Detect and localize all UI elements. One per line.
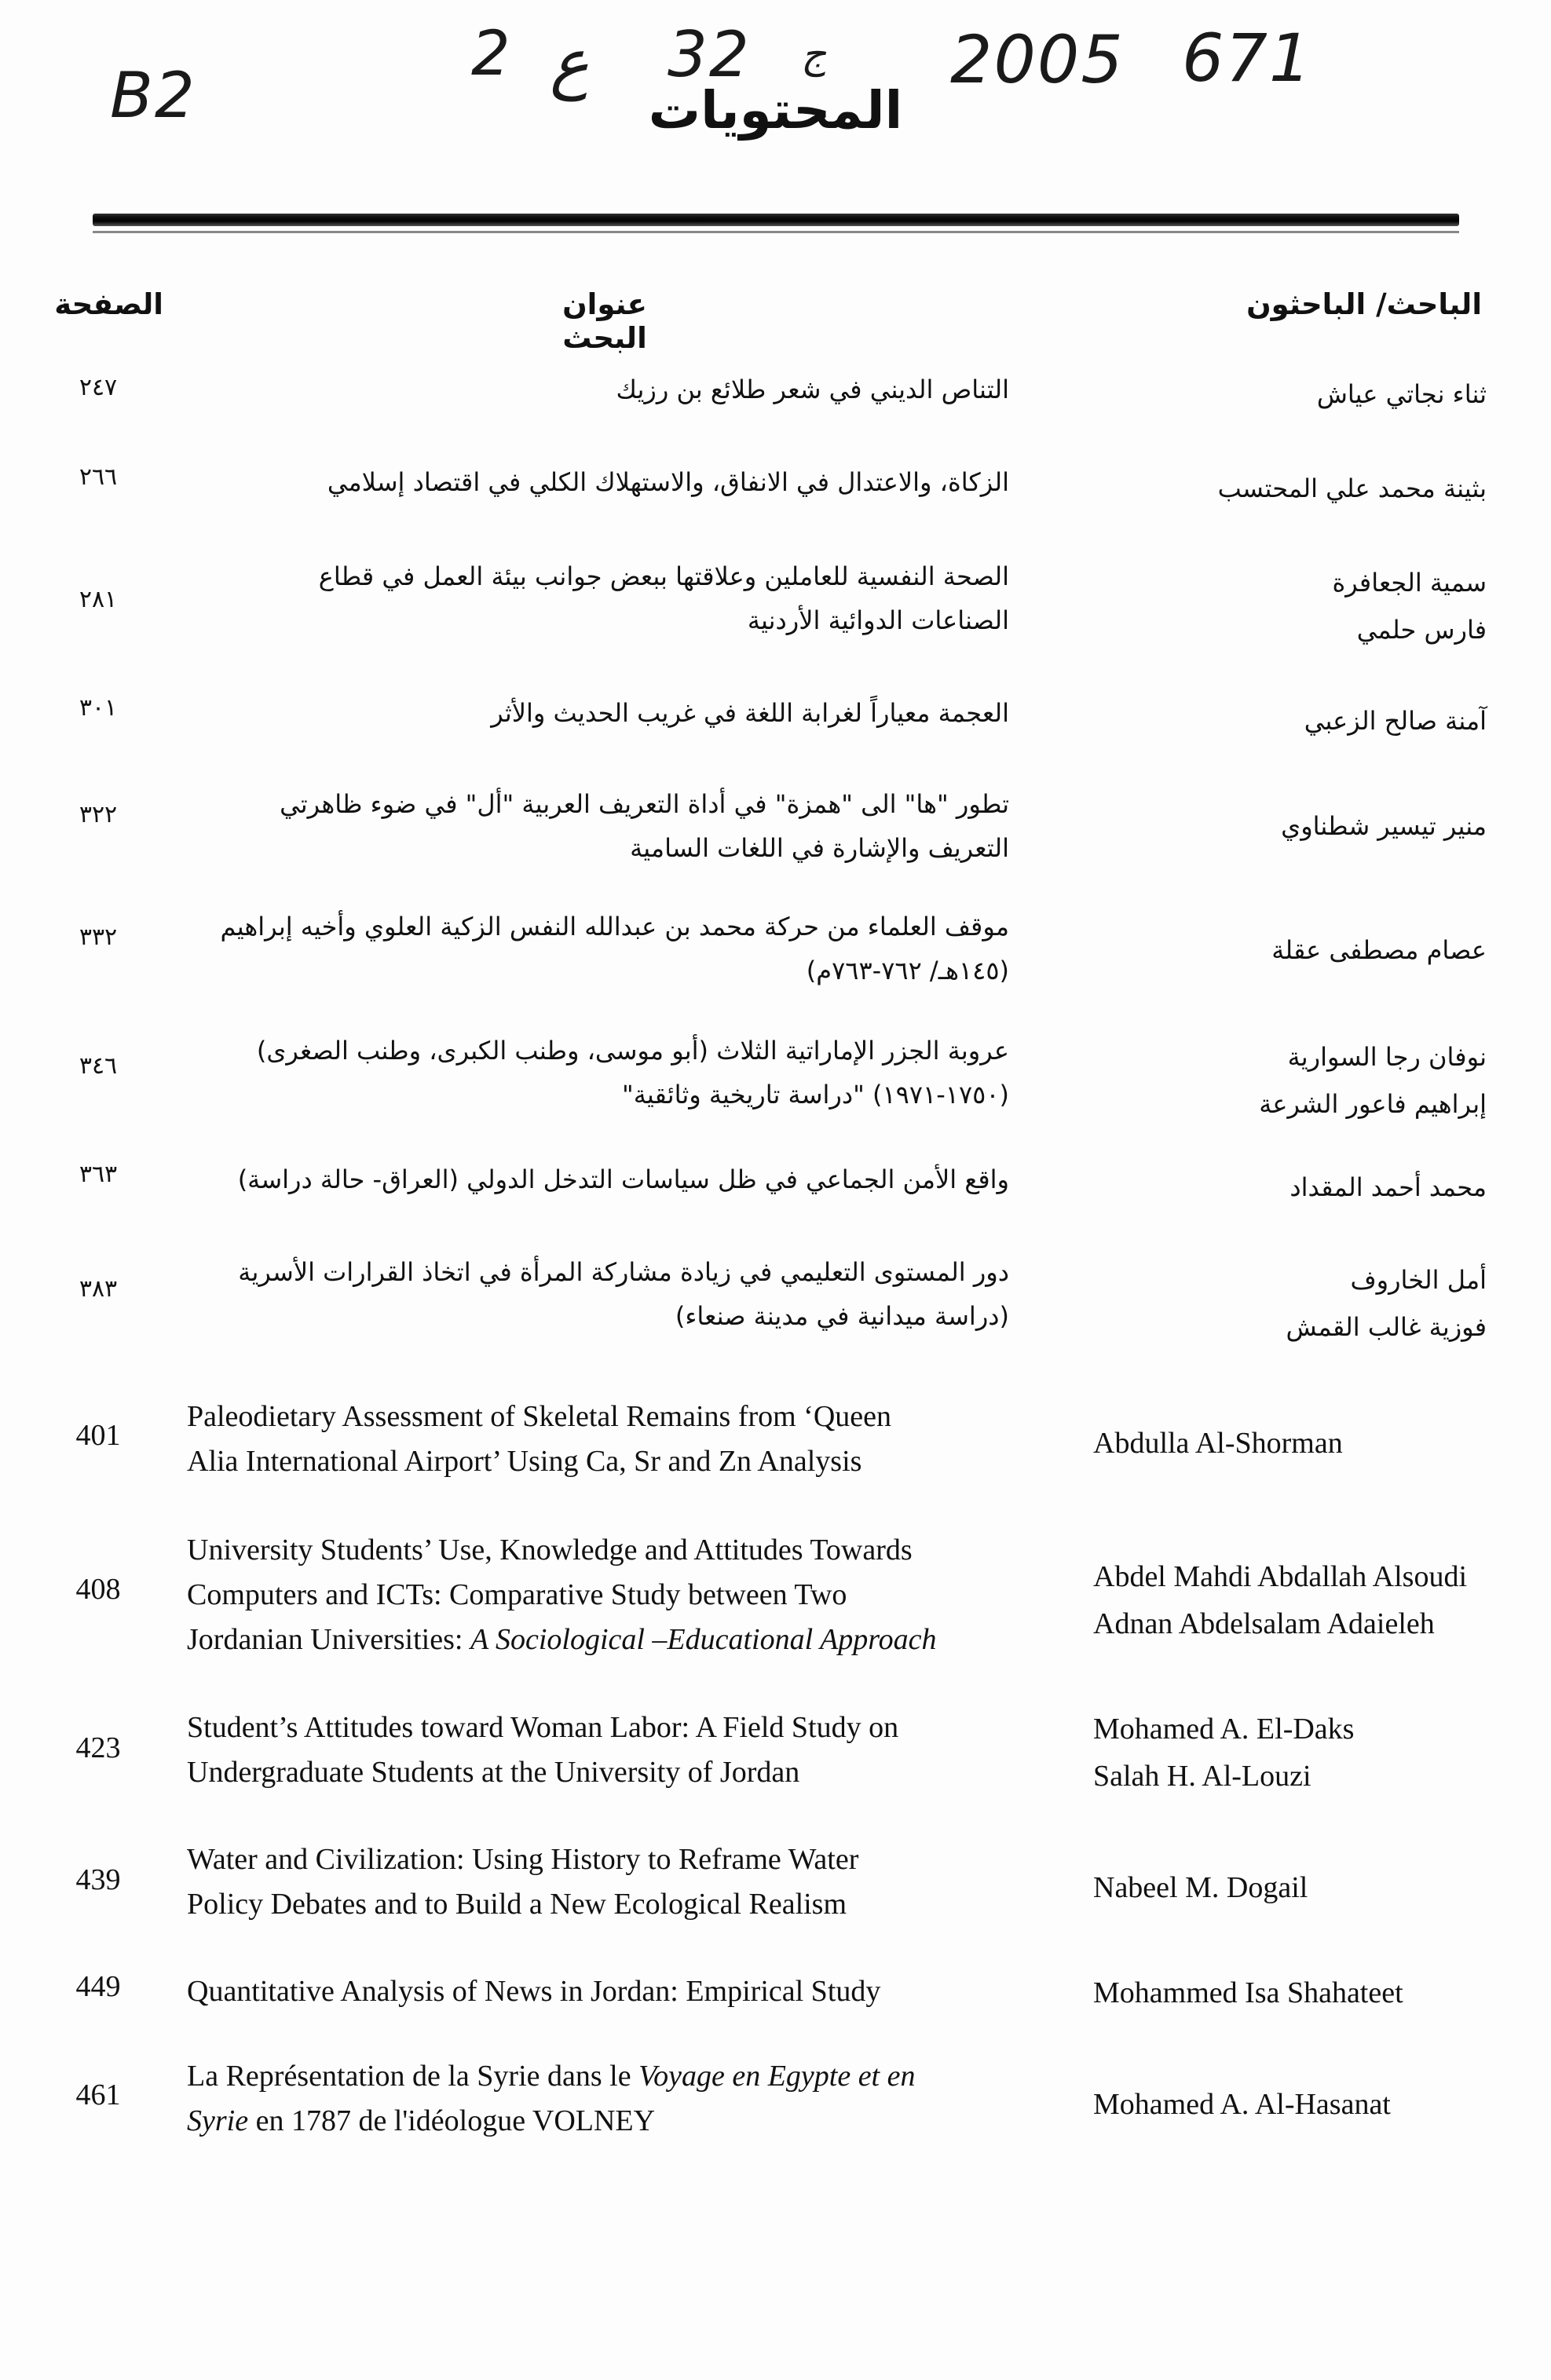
entry-page: 461 [75, 2078, 121, 2111]
entry-page: ٣٨٣ [79, 1275, 118, 1303]
entry-authors: نوفان رجا السوارية إبراهيم فاعور الشرعة [1259, 1042, 1487, 1119]
entry-title: Paleodietary Assessment of Skeletal Remains from ‘Queen Alia International Airport’ Using Ca, Sr and Zn Analysis [187, 1400, 892, 1478]
entry-title: Quantitative Analysis of News in Jordan: Empirical Study [187, 1975, 881, 2008]
entry-authors: Mohamed A. El-Daks Salah H. Al-Louzi [1093, 1713, 1355, 1793]
column-header-page: الصفحة [54, 287, 163, 321]
entry-title: Student’s Attitudes toward Woman Labor: A Field Study on Undergraduate Students at the University of Jordan [187, 1711, 899, 1789]
entry-authors: آمنة صالح الزعبي [1304, 706, 1487, 736]
entry-page: ٣٠١ [79, 694, 118, 722]
entry-title: تطور "ها" الى "همزة" في أداة التعريف العربية "أل" في ضوء ظاهرتي التعريف والإشارة في اللغات السامية [280, 789, 1009, 863]
column-header-title: عنوان البحث [562, 287, 647, 355]
entry-page: 423 [75, 1731, 121, 1764]
entry-page: 401 [75, 1419, 121, 1452]
entry-authors: Nabeel M. Dogail [1093, 1871, 1308, 1904]
handwritten-issue: 32 [668, 18, 751, 91]
page-title: المحتويات [648, 80, 903, 141]
entry-page: ٣٢٢ [79, 801, 118, 828]
entry-page: ٣٤٦ [79, 1052, 118, 1080]
entry-authors: عصام مصطفى عقلة [1271, 935, 1487, 965]
entry-page: ٢٦٦ [79, 463, 118, 491]
header-rule [93, 214, 1459, 226]
entry-authors: Mohamed A. Al-Hasanat [1093, 2088, 1391, 2121]
entry-authors: سمية الجعافرة فارس حلمي [1332, 568, 1487, 645]
handwritten-code: B2 [110, 59, 196, 132]
entry-page: ٣٣٢ [79, 923, 118, 951]
handwritten-year: 2005 [950, 21, 1125, 98]
entry-title: العجمة معياراً لغرابة اللغة في غريب الحديث والأثر [491, 698, 1009, 728]
handwritten-number: 671 [1182, 20, 1313, 97]
entry-title: عروبة الجزر الإماراتية الثلاث (أبو موسى، وطنب الكبرى، وطنب الصغرى) (١٧٥٠-١٩٧١) "دراسة تاريخية وثائقية" [256, 1036, 1009, 1110]
entry-page: ٢٨١ [79, 586, 118, 613]
entry-title: واقع الأمن الجماعي في ظل سياسات التدخل الدولي (العراق- حالة دراسة) [237, 1164, 1009, 1194]
entry-title: الزكاة، والاعتدال في الانفاق، والاستهلاك الكلي في اقتصاد إسلامي [327, 467, 1009, 497]
handwritten-volume: 2 [471, 19, 512, 90]
entry-page: 449 [75, 1970, 121, 2003]
entry-page: 408 [75, 1573, 121, 1606]
entry-title: La Représentation de la Syrie dans le Voyage en Egypte et en Syrie en 1787 de l'idéologue VOLNEY [187, 2060, 916, 2137]
entry-authors: Abdulla Al-Shorman [1093, 1427, 1343, 1460]
entry-page: ٢٤٧ [79, 374, 118, 401]
column-header-authors: الباحث/ الباحثون [1246, 287, 1482, 321]
entry-authors: محمد أحمد المقداد [1289, 1172, 1487, 1202]
entry-authors: Abdel Mahdi Abdallah Alsoudi Adnan Abdelsalam Adaieleh [1093, 1560, 1468, 1640]
entry-authors: Mohammed Isa Shahateet [1093, 1976, 1403, 2009]
entry-title: Water and Civilization: Using History to Reframe Water Policy Debates and to Build a New Ecological Realism [187, 1843, 859, 1921]
entry-authors: أمل الخاروف فوزية غالب القمش [1286, 1265, 1487, 1342]
entry-page: ٣٦٣ [79, 1161, 118, 1188]
header-rule-thin [93, 231, 1459, 233]
entry-page: 439 [75, 1863, 121, 1896]
handwritten-ain: ع [550, 24, 590, 101]
entry-title: دور المستوى التعليمي في زيادة مشاركة المرأة في اتخاذ القرارات الأسرية (دراسة ميدانية في مدينة صنعاء) [238, 1257, 1009, 1331]
entry-title: التناص الديني في شعر طلائع بن رزيك [616, 375, 1009, 404]
entry-authors: ثناء نجاتي عياش [1316, 379, 1487, 409]
entry-authors: بثينة محمد علي المحتسب [1217, 473, 1487, 503]
entry-title: موقف العلماء من حركة محمد بن عبدالله النفس الزكية العلوي وأخيه إبراهيم (١٤٥هـ/ ٧٦٢-٧٦٣م) [220, 912, 1009, 985]
entry-authors: منير تيسير شطناوي [1281, 811, 1487, 841]
entry-title: University Students’ Use, Knowledge and Attitudes Towards Computers and ICTs: Comparative Study between Two Jordanian Universities: A Sociological –Educational Approach [187, 1534, 937, 1656]
entry-title: الصحة النفسية للعاملين وعلاقتها ببعض جوانب بيئة العمل في قطاع الصناعات الدوائية الأردنية [318, 561, 1009, 635]
handwritten-juz: ج [801, 31, 827, 77]
